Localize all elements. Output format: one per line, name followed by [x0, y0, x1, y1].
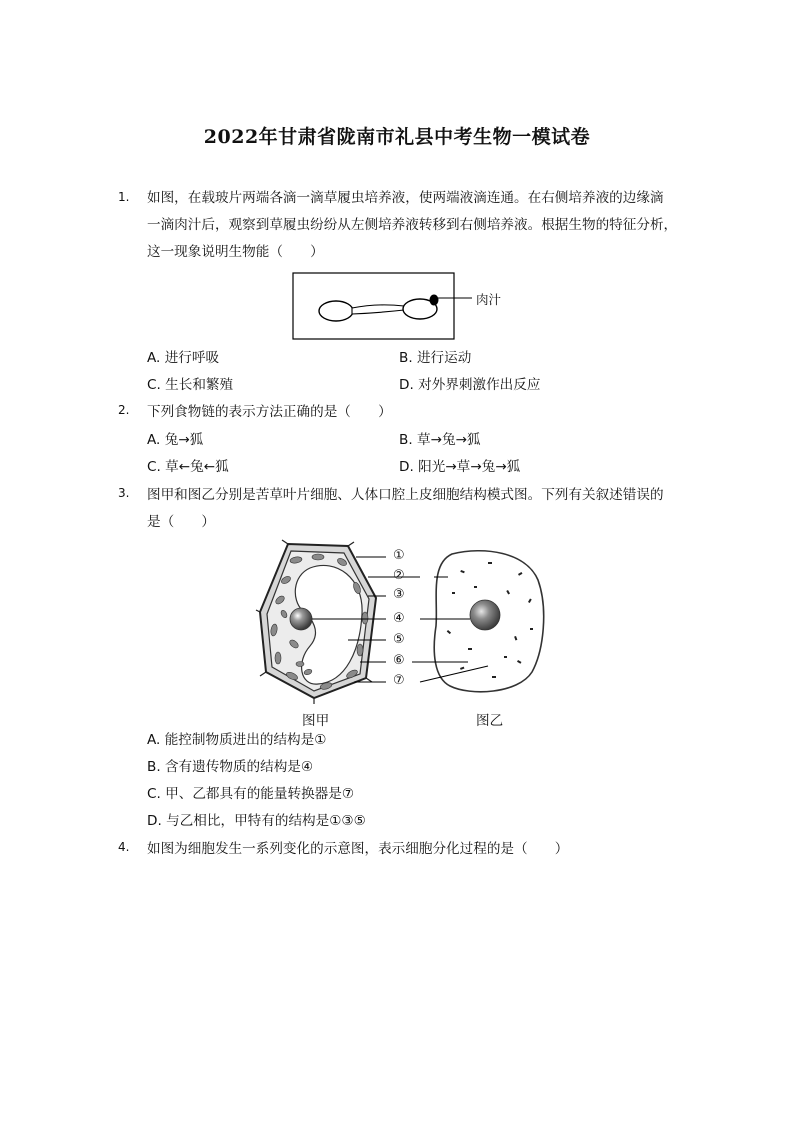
option-d[interactable]: D. 与乙相比，甲特有的结构是①③⑤ — [147, 813, 366, 829]
option-c[interactable]: C. 草←兔←狐 — [147, 459, 229, 475]
option-b[interactable]: B. 进行运动 — [399, 350, 472, 366]
option-a[interactable]: A. 进行呼吸 — [147, 350, 220, 366]
option-d[interactable]: D. 阳光→草→兔→狐 — [399, 459, 521, 475]
cell-structure-figure — [256, 540, 556, 710]
option-c[interactable]: C. 生长和繁殖 — [147, 377, 234, 393]
marker-3: ③ — [393, 587, 405, 602]
marker-1: ① — [393, 548, 405, 563]
animal-nucleus — [470, 600, 500, 630]
marker-5: ⑤ — [393, 632, 405, 647]
option-d[interactable]: D. 对外界刺激作出反应 — [399, 377, 541, 393]
question-text-line: 一滴肉汁后，观察到草履虫纷纷从左侧培养液转移到右侧培养液。根据生物的特征分析， — [147, 217, 678, 233]
option-b[interactable]: B. 草→兔→狐 — [399, 432, 481, 448]
question-text-line: 这一现象说明生物能（ ） — [147, 244, 324, 260]
marker-7: ⑦ — [393, 673, 405, 688]
question-text-line: 下列食物链的表示方法正确的是（ ） — [147, 404, 392, 420]
option-c[interactable]: C. 甲、乙都具有的能量转换器是⑦ — [147, 786, 355, 802]
marker-2: ② — [393, 568, 405, 583]
question-number: 1. — [118, 190, 130, 204]
question-number: 3. — [118, 486, 130, 500]
question-number: 4. — [118, 840, 130, 854]
option-a[interactable]: A. 兔→狐 — [147, 432, 204, 448]
meat-juice-label: 肉汁 — [476, 292, 502, 307]
caption-figure-a: 图甲 — [302, 713, 330, 729]
option-b[interactable]: B. 含有遗传物质的结构是④ — [147, 759, 314, 775]
marker-4: ④ — [393, 611, 405, 626]
question-text-line: 如图，在载玻片两端各滴一滴草履虫培养液，使两端液滴连通。在右侧培养液的边缘滴 — [147, 190, 664, 206]
question-text-line: 如图为细胞发生一系列变化的示意图，表示细胞分化过程的是（ ） — [147, 841, 569, 857]
caption-figure-b: 图乙 — [476, 713, 504, 729]
question-text-line: 是（ ） — [147, 514, 215, 530]
page-title: 2022年甘肃省陇南市礼县中考生物一模试卷 — [203, 126, 591, 148]
marker-6: ⑥ — [393, 653, 405, 668]
question-text-line: 图甲和图乙分别是苦草叶片细胞、人体口腔上皮细胞结构模式图。下列有关叙述错误的 — [147, 487, 664, 503]
plant-nucleus — [290, 608, 312, 630]
question-number: 2. — [118, 403, 130, 417]
option-a[interactable]: A. 能控制物质进出的结构是① — [147, 732, 327, 748]
